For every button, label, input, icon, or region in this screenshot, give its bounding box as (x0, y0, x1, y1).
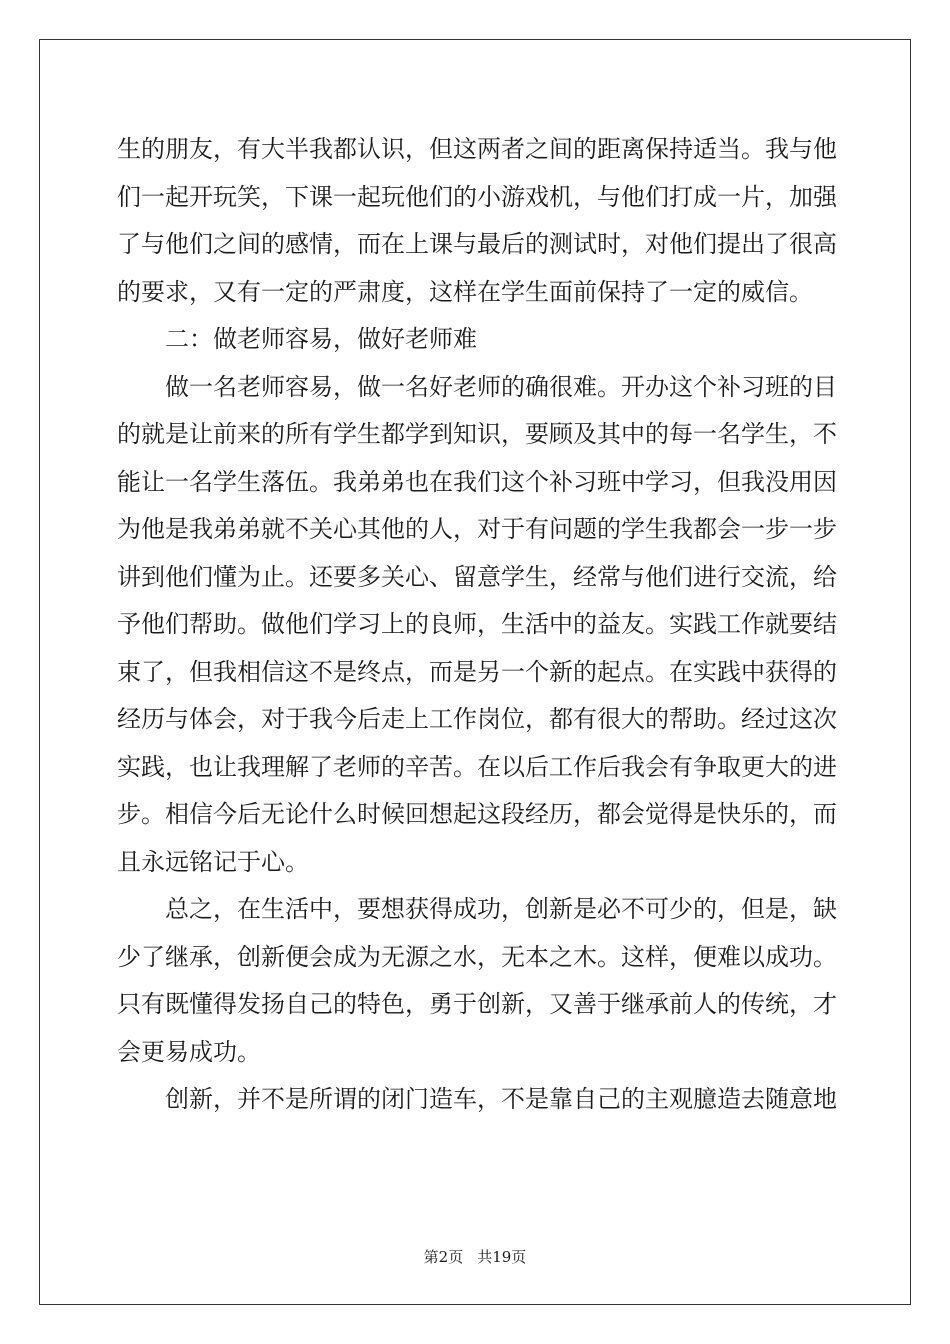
text-line: 会更易成功。 (117, 1037, 261, 1066)
page-number: 第2页 (423, 1248, 464, 1266)
text-line: 二：做老师容易，做好老师难 (165, 325, 477, 353)
text-line: 只有既懂得发扬自己的特色，勇于创新，又善于继承前人的传统，才 (117, 990, 837, 1018)
text-line: 的就是让前来的所有学生都学到知识，要顾及其中的每一名学生，不 (117, 420, 837, 448)
text-line: 了与他们之间的感情，而在上课与最后的测试时，对他们提出了很高 (117, 230, 837, 258)
document-body (117, 126, 837, 1124)
text-line: 的要求，又有一定的严肃度，这样在学生面前保持了一定的威信。 (117, 277, 813, 306)
page-total: 共19页 (477, 1248, 527, 1266)
text-line: 予他们帮助。做他们学习上的良师，生活中的益友。实践工作就要结 (117, 610, 837, 638)
text-line: 实践，也让我理解了老师的辛苦。在以后工作后我会有争取更大的进 (117, 752, 837, 781)
text-line: 少了继承，创新便会成为无源之水，无本之木。这样，便难以成功。 (117, 942, 837, 971)
text-line: 们一起开玩笑，下课一起玩他们的小游戏机，与他们打成一片，加强 (117, 182, 837, 211)
text-line: 经历与体会，对于我今后走上工作岗位，都有很大的帮助。经过这次 (117, 705, 837, 733)
text-line: 生的朋友，有大半我都认识，但这两者之间的距离保持适当。我与他 (117, 135, 837, 163)
text-line: 且永远铭记于心。 (117, 847, 309, 876)
text-line: 做一名老师容易，做一名好老师的确很难。开办这个补习班的目 (165, 372, 837, 401)
text-line: 为他是我弟弟就不关心其他的人，对于有问题的学生我都会一步一步 (117, 515, 837, 543)
text-line: 步。相信今后无论什么时候回想起这段经历，都会觉得是快乐的，而 (117, 800, 837, 828)
text-line: 讲到他们懂为止。还要多关心、留意学生，经常与他们进行交流，给 (117, 562, 837, 591)
page-footer (0, 1246, 950, 1267)
text-line: 总之，在生活中，要想获得成功，创新是必不可少的，但是，缺 (165, 895, 837, 923)
text-line: 创新，并不是所谓的闭门造车，不是靠自己的主观臆造去随意地 (165, 1085, 837, 1113)
text-line: 束了，但我相信这不是终点，而是另一个新的起点。在实践中获得的 (117, 657, 837, 686)
text-line: 能让一名学生落伍。我弟弟也在我们这个补习班中学习，但我没用因 (117, 467, 837, 496)
